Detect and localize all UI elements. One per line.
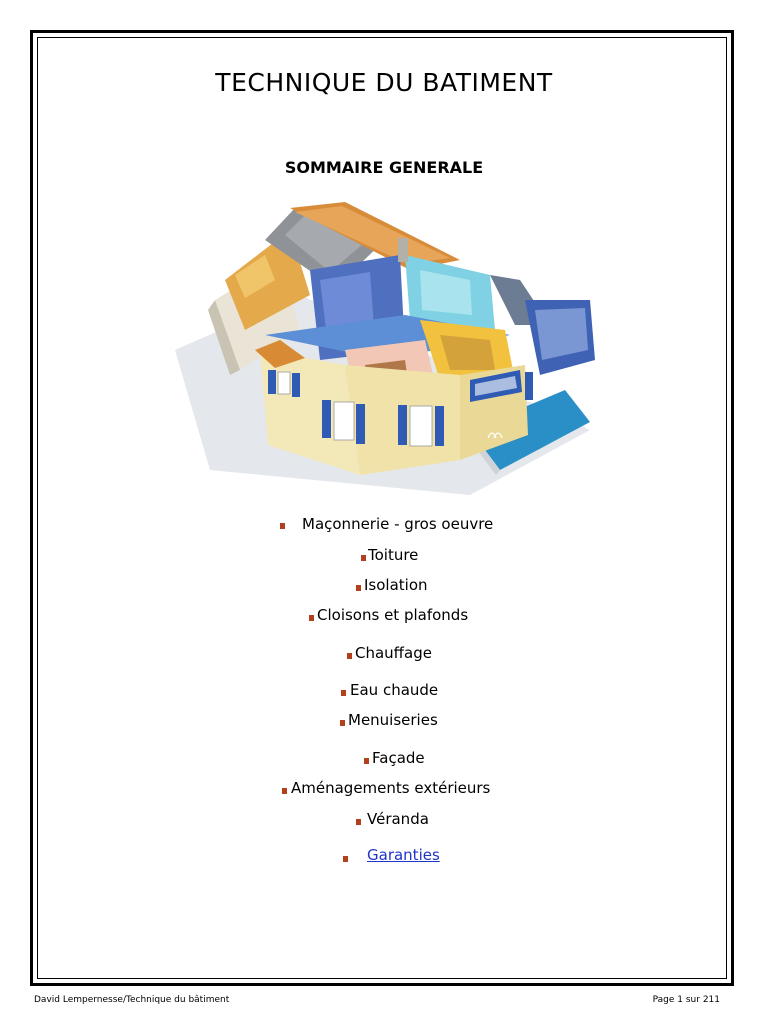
bullet-icon [282, 788, 287, 794]
bullet-icon [341, 690, 346, 696]
toc-item-label: Cloisons et plafonds [317, 606, 469, 624]
bullet-icon [340, 720, 345, 726]
toc-item-label: Chauffage [355, 644, 432, 662]
bullet-icon [356, 585, 361, 591]
toc-item-label: Véranda [367, 810, 429, 828]
bullet-icon [347, 653, 352, 659]
footer-left: David Lempernesse/Technique du bâtiment [34, 995, 230, 1005]
toc-item-label: Eau chaude [350, 681, 439, 699]
toc-item-label: Menuiseries [348, 711, 438, 729]
page-border-inner [37, 37, 727, 979]
bullet-icon [343, 856, 348, 862]
bullet-icon [361, 555, 366, 561]
toc-item-label: Maçonnerie - gros oeuvre [302, 515, 494, 533]
toc-item-label: Toiture [368, 546, 419, 564]
document-title: TECHNIQUE DU BATIMENT [215, 68, 553, 97]
garanties-link[interactable]: Garanties [367, 846, 440, 864]
document-subtitle: SOMMAIRE GENERALE [284, 158, 484, 177]
toc-item-label: Isolation [364, 576, 428, 594]
bullet-icon [364, 758, 369, 764]
toc-item-label: Façade [372, 749, 425, 767]
footer-page-number: Page 1 sur 211 [652, 995, 720, 1005]
house-cutaway-illustration [170, 200, 600, 495]
bullet-icon [309, 615, 314, 621]
bullet-icon [280, 523, 285, 529]
toc-item-label: Aménagements extérieurs [291, 779, 491, 797]
bullet-icon [356, 819, 361, 825]
